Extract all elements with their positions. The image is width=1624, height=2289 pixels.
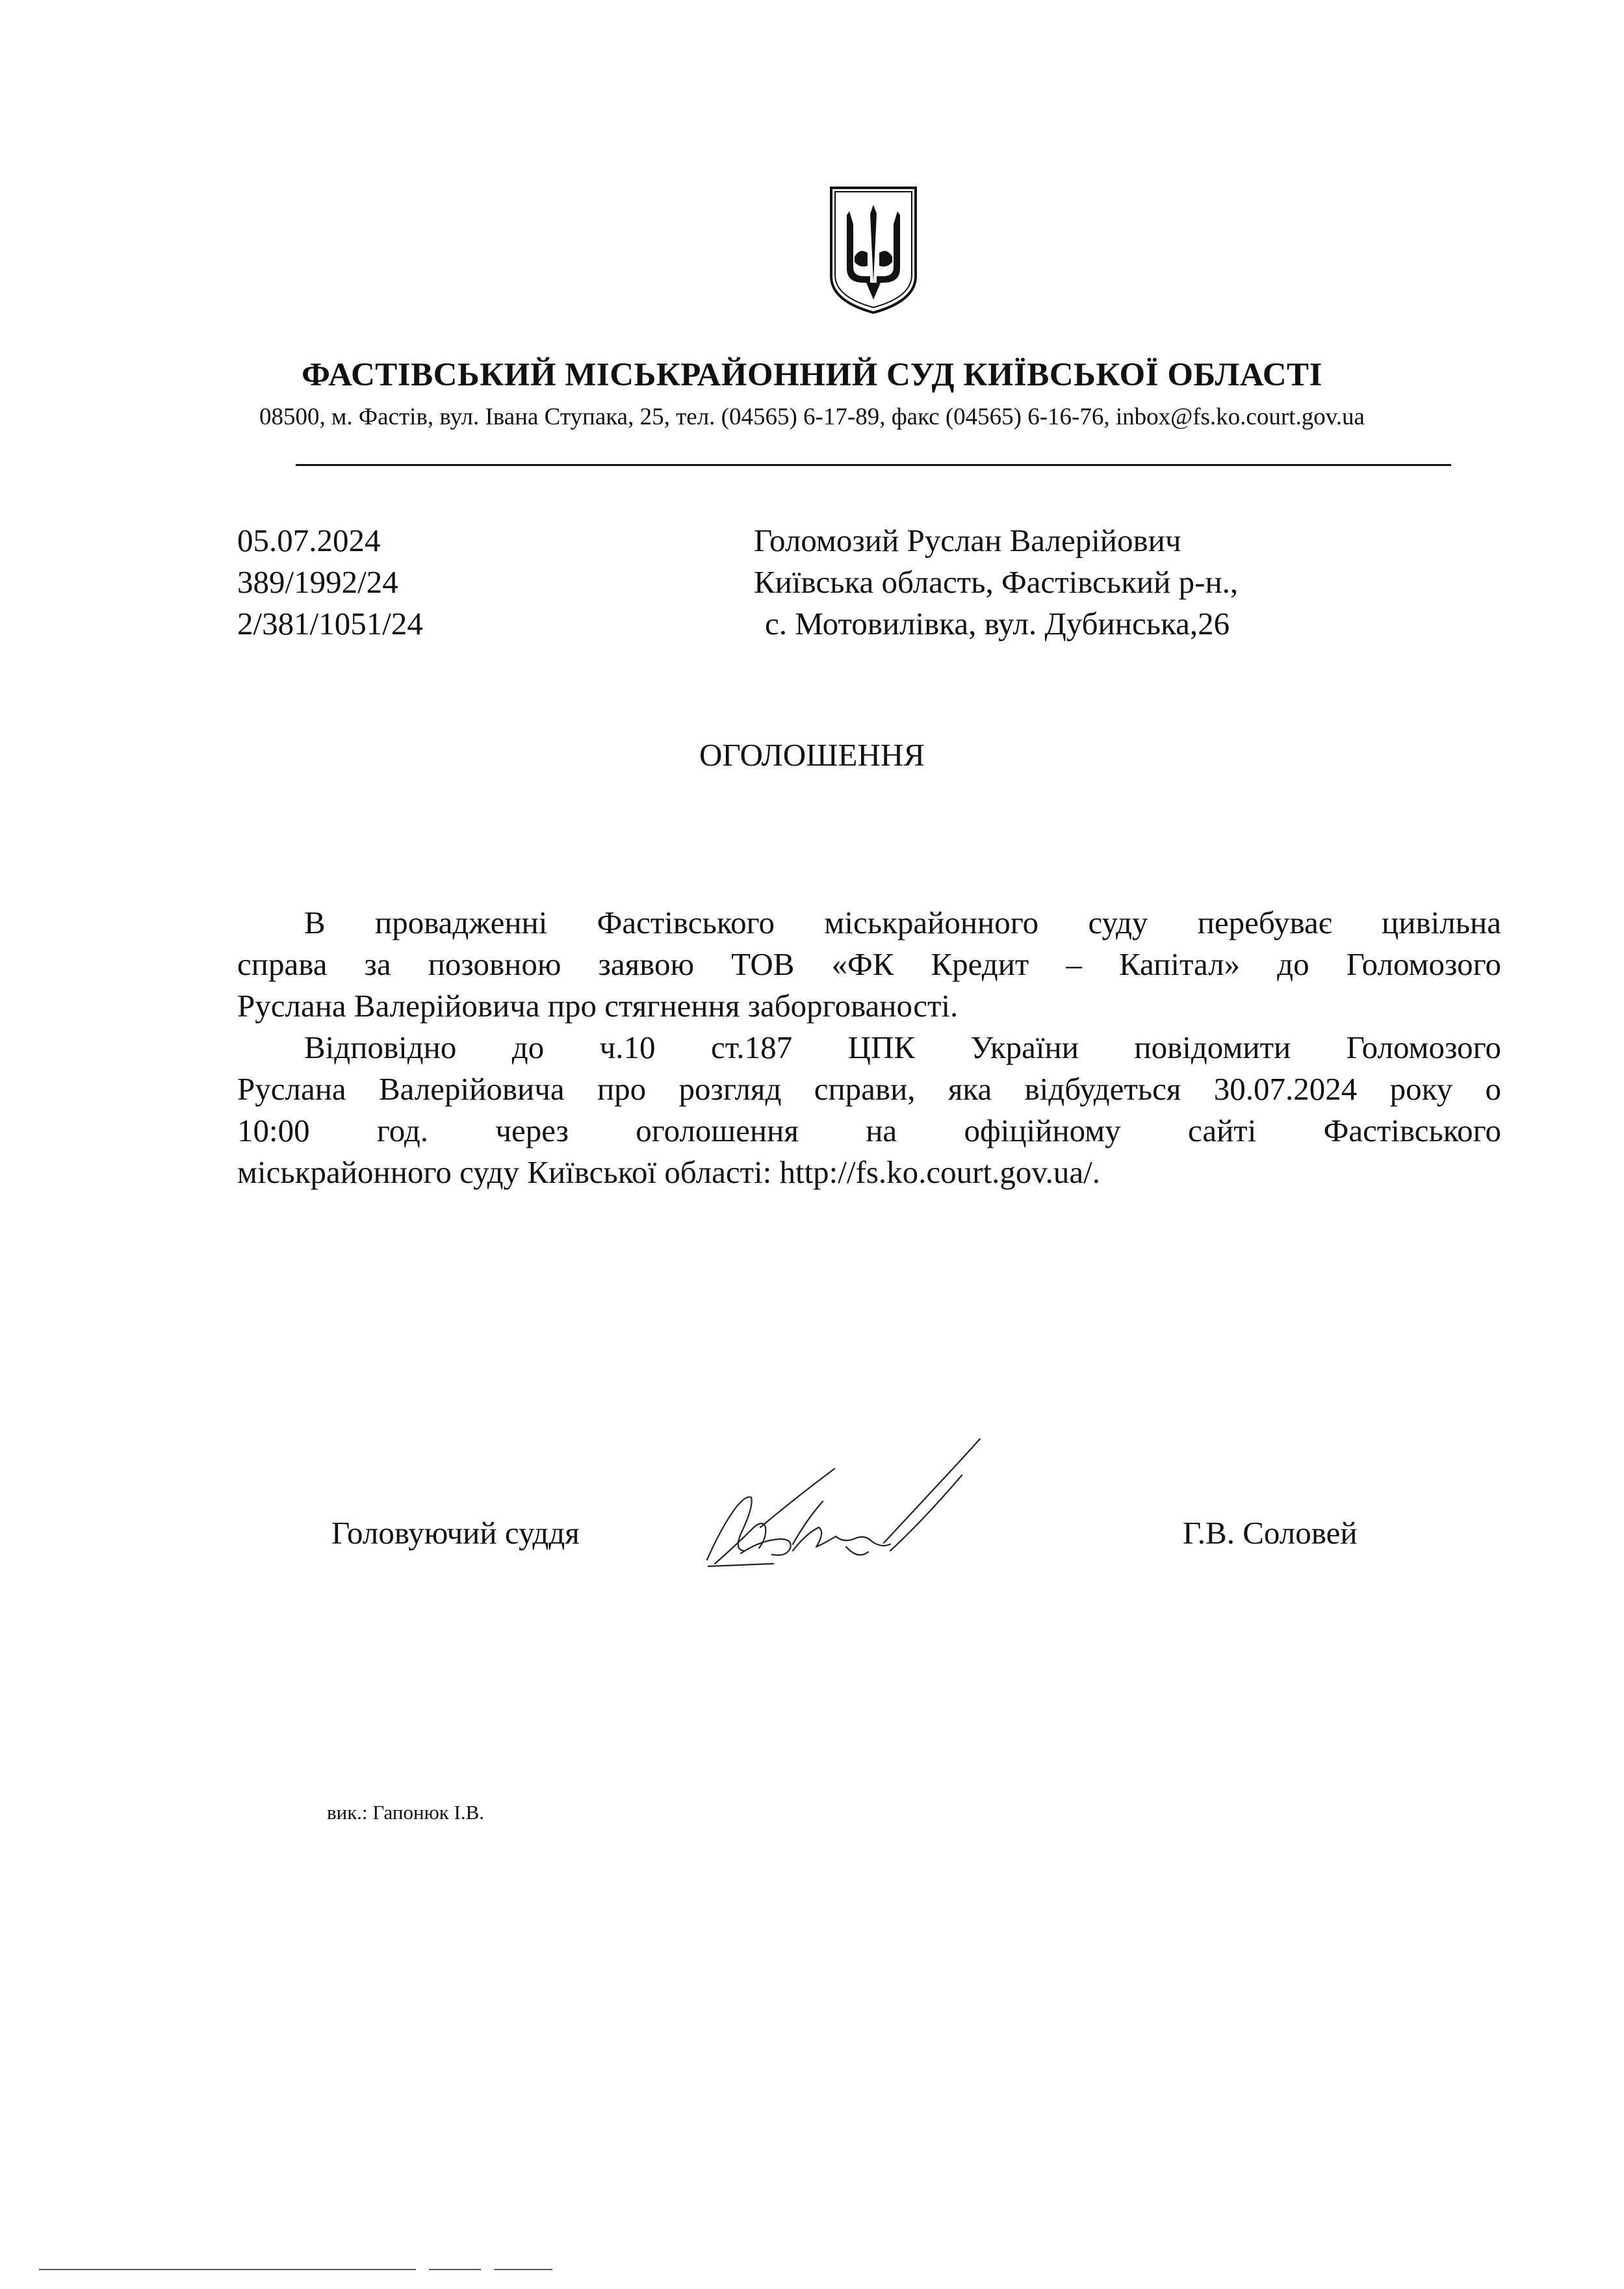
executor-note: вик.: Гапонюк І.В. xyxy=(327,1801,485,1824)
document-title: ОГОЛОШЕННЯ xyxy=(699,737,925,773)
signer-name: Г.В. Соловей xyxy=(1183,1515,1358,1551)
court-name: ФАСТІВСЬКИЙ МІСЬКРАЙОННИЙ СУД КИЇВСЬКОЇ ОБЛАСТІ xyxy=(302,357,1322,393)
body-line: 10:00 год. через оголошення на офіційному сайті Фастівського xyxy=(237,1113,1501,1148)
body-line: Відповідно до ч.10 ст.187 ЦПК України повідомити Голомозого xyxy=(304,1029,1501,1065)
body-line: Руслана Валерійовича про стягнення заборгованості. xyxy=(237,988,959,1024)
recipient-address-line1: Київська область, Фастівський р-н., xyxy=(754,564,1239,600)
tryzub-coat-of-arms-icon xyxy=(827,185,920,315)
body-line: В провадженні Фастівського міськрайонного суду перебуває цивільна xyxy=(304,905,1501,940)
header-divider xyxy=(296,464,1451,466)
body-line: міськрайонного суду Київської області: http://fs.ko.court.gov.ua/. xyxy=(237,1154,1101,1190)
announcement-body xyxy=(237,902,1501,1193)
document-meta xyxy=(237,520,423,645)
recipient-block xyxy=(754,520,1238,645)
proceeding-number: 2/381/1051/24 xyxy=(237,606,423,641)
document-date: 05.07.2024 xyxy=(237,523,381,558)
recipient-address-line2: с. Мотовилівка, вул. Дубинська,26 xyxy=(765,606,1230,641)
recipient-name: Голомозий Руслан Валерійович xyxy=(754,523,1181,558)
signer-role: Головуючий суддя xyxy=(331,1515,580,1551)
scan-edge-marks xyxy=(39,2267,559,2273)
body-line: справа за позовною заявою ТОВ «ФК Кредит – Капітал» до Голомозого xyxy=(237,946,1501,982)
body-line: Руслана Валерійовича про розгляд справи, яка відбудеться 30.07.2024 року о xyxy=(237,1071,1501,1107)
court-address: 08500, м. Фастів, вул. Івана Ступака, 25, тел. (04565) 6-17-89, факс (04565) 6-16-76, inbox@fs.ko.court.gov.ua xyxy=(259,404,1365,430)
case-number: 389/1992/24 xyxy=(237,564,398,600)
handwritten-signature-icon xyxy=(695,1430,1033,1586)
